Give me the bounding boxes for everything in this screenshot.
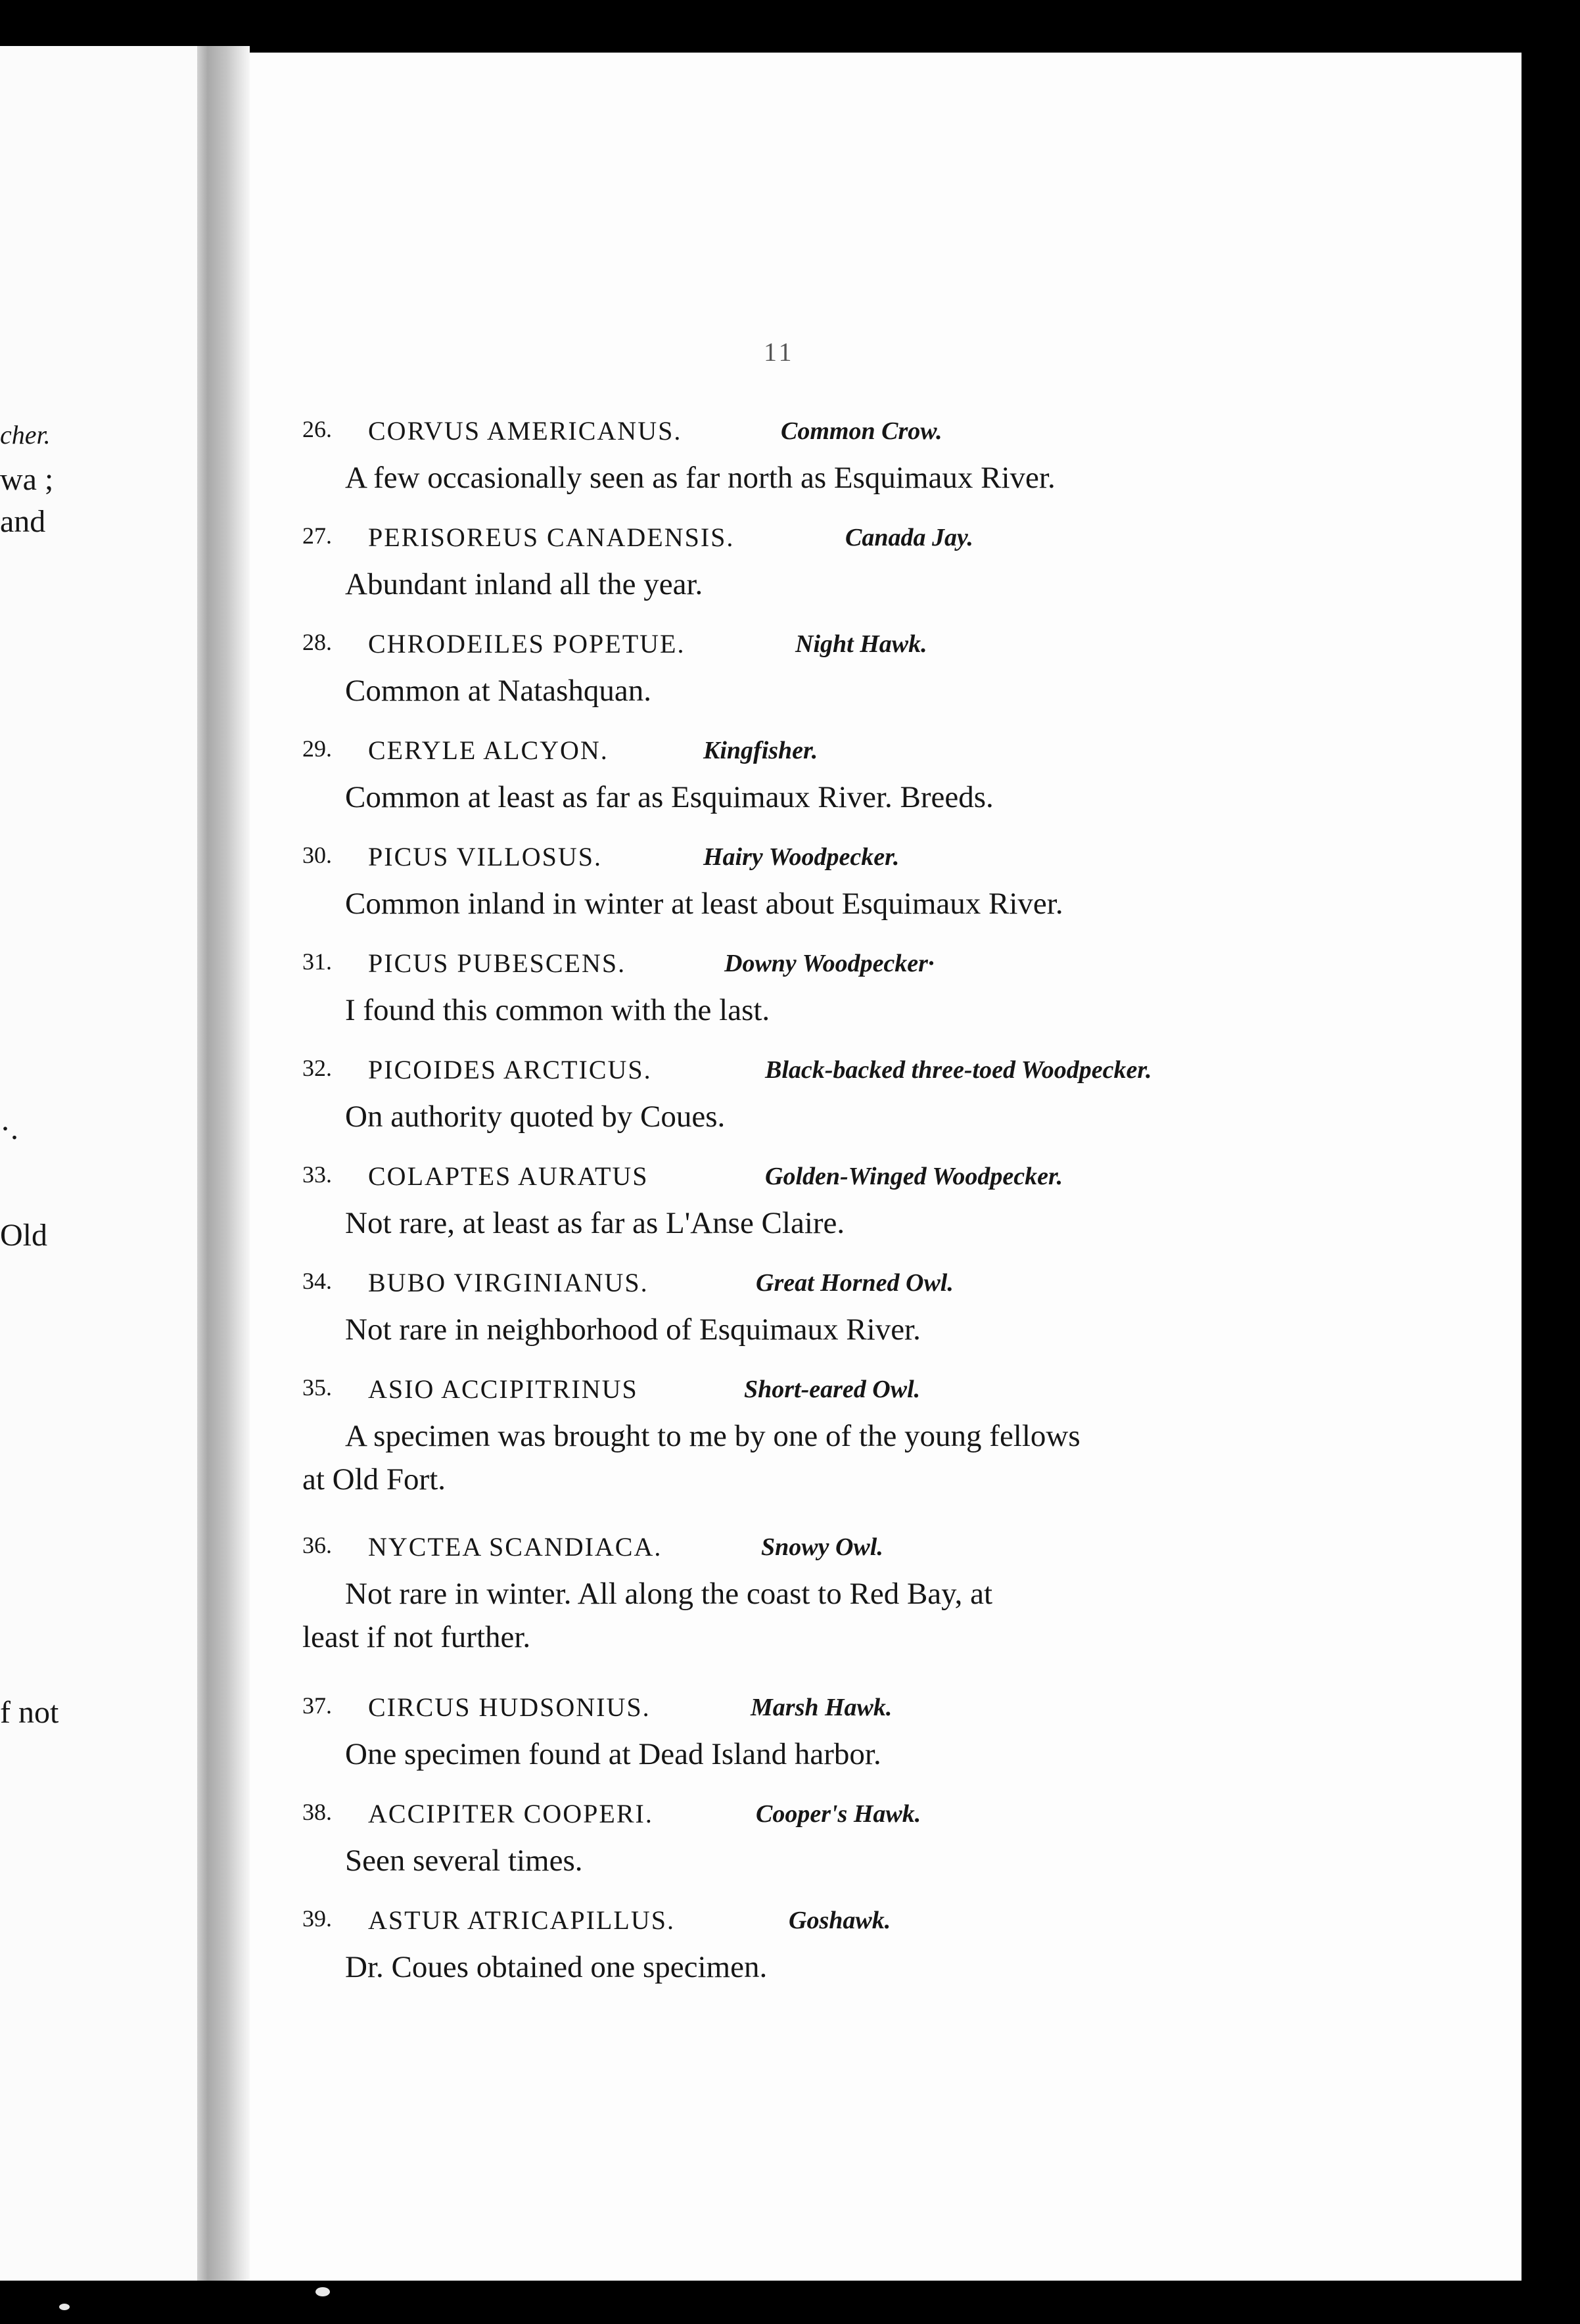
common-name: Golden-Winged Woodpecker. — [765, 1163, 1063, 1190]
scientific-name: CIRCUS HUDSONIUS. — [368, 1692, 651, 1722]
common-name: Cooper's Hawk. — [756, 1800, 921, 1828]
common-name: Black-backed three-toed Woodpecker. — [765, 1056, 1152, 1084]
left-fragment: wa ; — [0, 462, 54, 497]
species-entry — [302, 1054, 1301, 1138]
species-entry — [302, 1692, 1301, 1776]
species-entry — [302, 522, 1301, 606]
scientific-name: ACCIPITER COOPERI. — [368, 1799, 653, 1828]
scientific-name: CORVUS AMERICANUS. — [368, 416, 682, 446]
species-entry — [302, 1531, 1301, 1659]
entry-note: Common at least as far as Esquimaux River. Breeds. — [345, 780, 994, 814]
species-entry — [302, 415, 1301, 500]
entry-note: On authority quoted by Coues. — [345, 1100, 726, 1134]
species-entry — [302, 1798, 1301, 1882]
left-fragment: cher. — [0, 420, 51, 450]
entry-number: 33. — [302, 1161, 332, 1188]
common-name: Common Crow. — [781, 417, 942, 445]
scientific-name: PERISOREUS CANADENSIS. — [368, 523, 735, 552]
common-name: Marsh Hawk. — [751, 1694, 893, 1721]
entry-number: 34. — [302, 1268, 332, 1294]
scientific-name: ASIO ACCIPITRINUS — [368, 1374, 638, 1404]
entry-number: 32. — [302, 1055, 332, 1081]
entry-note: One specimen found at Dead Island harbor. — [345, 1737, 881, 1771]
common-name: Short-eared Owl. — [744, 1376, 921, 1403]
entry-number: 28. — [302, 629, 332, 655]
scientific-name: PICOIDES ARCTICUS. — [368, 1055, 652, 1084]
entry-note: Common at Natashquan. — [345, 674, 652, 708]
entry-note: least if not further. — [302, 1620, 531, 1654]
entry-note: Abundant inland all the year. — [345, 567, 703, 601]
entry-number: 31. — [302, 948, 332, 975]
common-name: Kingfisher. — [703, 737, 818, 764]
scan-speck — [59, 2304, 70, 2310]
species-entry — [302, 1161, 1301, 1245]
left-fragment: f not — [0, 1695, 59, 1730]
entry-note: Seen several times. — [345, 1844, 583, 1878]
common-name: Downy Woodpecker· — [724, 950, 935, 977]
scientific-name: ASTUR ATRICAPILLUS. — [368, 1905, 675, 1935]
species-entry — [302, 1905, 1301, 1989]
scientific-name: CHRODEILES POPETUE. — [368, 629, 685, 659]
species-entry — [302, 735, 1301, 819]
entry-number: 26. — [302, 416, 332, 442]
common-name: Hairy Woodpecker. — [703, 843, 900, 871]
entry-number: 29. — [302, 735, 332, 762]
left-fragment: and — [0, 504, 46, 539]
common-name: Snowy Owl. — [761, 1533, 883, 1561]
scientific-name: COLAPTES AURATUS — [368, 1161, 649, 1191]
entry-note: A few occasionally seen as far north as Esquimaux River. — [345, 461, 1056, 495]
left-page-edge — [0, 46, 197, 2281]
scientific-name: BUBO VIRGINIANUS. — [368, 1268, 649, 1297]
common-name: Great Horned Owl. — [756, 1269, 954, 1297]
entry-number: 36. — [302, 1532, 332, 1558]
species-entry — [302, 1267, 1301, 1351]
common-name: Canada Jay. — [845, 524, 973, 551]
species-entry — [302, 1374, 1301, 1501]
entry-number: 30. — [302, 842, 332, 868]
left-fragment: Old — [0, 1218, 47, 1253]
common-name: Goshawk. — [789, 1907, 891, 1934]
entry-note: A specimen was brought to me by one of the young fellows — [345, 1419, 1080, 1453]
species-entry — [302, 948, 1301, 1032]
entry-note: Not rare in winter. All along the coast to Red Bay, at — [345, 1577, 993, 1611]
entry-note: at Old Fort. — [302, 1462, 446, 1497]
common-name: Night Hawk. — [795, 630, 927, 658]
entry-note: Dr. Coues obtained one specimen. — [345, 1950, 768, 1984]
entry-number: 37. — [302, 1692, 332, 1719]
entry-note: Common inland in winter at least about Esquimaux River. — [345, 887, 1063, 921]
scientific-name: PICUS VILLOSUS. — [368, 842, 602, 872]
entry-number: 39. — [302, 1905, 332, 1932]
entry-number: 27. — [302, 523, 332, 549]
entry-number: 35. — [302, 1374, 332, 1401]
left-fragment: ·. — [0, 1111, 18, 1146]
book-gutter — [197, 46, 250, 2281]
entry-number: 38. — [302, 1799, 332, 1825]
entry-note: Not rare in neighborhood of Esquimaux River. — [345, 1313, 921, 1347]
entry-note: I found this common with the last. — [345, 993, 770, 1027]
scan-speck — [315, 2287, 330, 2296]
species-entry — [302, 841, 1301, 925]
scientific-name: PICUS PUBESCENS. — [368, 948, 626, 978]
scientific-name: NYCTEA SCANDIACA. — [368, 1532, 662, 1562]
entry-note: Not rare, at least as far as L'Anse Claire. — [345, 1206, 845, 1240]
scientific-name: CERYLE ALCYON. — [368, 735, 609, 765]
species-entry — [302, 628, 1301, 712]
page-number: 11 — [764, 337, 795, 367]
